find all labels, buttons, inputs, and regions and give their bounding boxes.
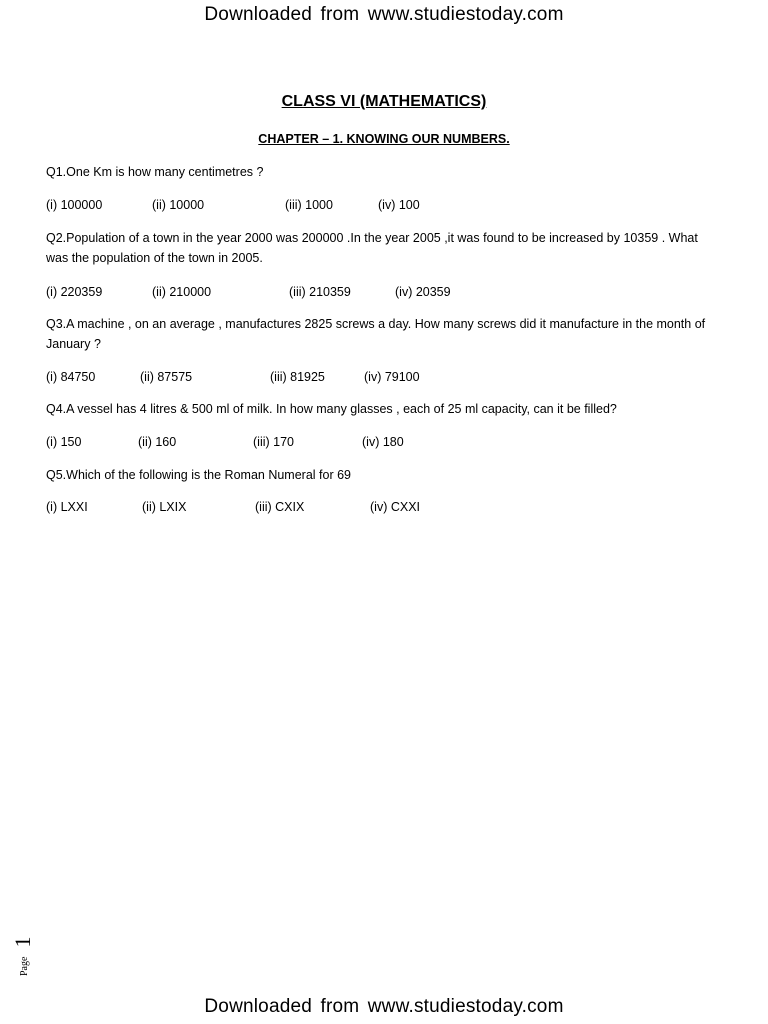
- question-1-option-2: (ii) 10000: [152, 198, 205, 212]
- page-label: Page: [19, 956, 30, 976]
- question-4-option-3: (iii) 170: [253, 435, 294, 449]
- question-5-text: Q5.Which of the following is the Roman Numeral for 69: [46, 468, 351, 482]
- page-title: CLASS VI (MATHEMATICS): [281, 93, 487, 110]
- header-banner: Downloaded from www.studiestoday.com: [204, 4, 564, 25]
- question-4-option-4: (iv) 180: [362, 435, 404, 449]
- question-4-option-2: (ii) 160: [138, 435, 177, 449]
- question-1-text: Q1.One Km is how many centimetres ?: [46, 165, 264, 179]
- question-3-option-1: (i) 84750: [46, 370, 96, 384]
- chapter-heading: CHAPTER – 1. KNOWING OUR NUMBERS.: [258, 132, 510, 146]
- question-4-text: Q4.A vessel has 4 litres & 500 ml of milk. In how many glasses , each of 25 ml capacity, can it be filled?: [46, 402, 617, 416]
- question-3-text: Q3.A machine , on an average , manufactures 2825 screws a day. How many screws did it manufacture in the month of January ?: [46, 317, 706, 351]
- question-5-option-2: (ii) LXIX: [142, 500, 187, 514]
- question-2-option-4: (iv) 20359: [395, 285, 451, 299]
- question-1-option-4: (iv) 100: [378, 198, 420, 212]
- question-2-option-3: (iii) 210359: [289, 285, 351, 299]
- page-marker: [9, 930, 39, 980]
- question-3-option-3: (iii) 81925: [270, 370, 325, 384]
- question-4-option-1: (i) 150: [46, 435, 82, 449]
- question-2-option-2: (ii) 210000: [152, 285, 212, 299]
- question-5-option-4: (iv) CXXI: [370, 500, 420, 514]
- question-5-option-3: (iii) CXIX: [255, 500, 305, 514]
- question-2-option-1: (i) 220359: [46, 285, 103, 299]
- footer-banner: Downloaded from www.studiestoday.com: [204, 996, 564, 1017]
- question-3-option-2: (ii) 87575: [140, 370, 193, 384]
- question-3-option-4: (iv) 79100: [364, 370, 420, 384]
- question-1-option-1: (i) 100000: [46, 198, 103, 212]
- question-1-option-3: (iii) 1000: [285, 198, 333, 212]
- question-2-text: Q2.Population of a town in the year 2000 was 200000 .In the year 2005 ,it was found to be increased by 10359 . What was the population of the town in 2005.: [46, 231, 698, 265]
- question-5-option-1: (i) LXXI: [46, 500, 88, 514]
- page-number: 1: [10, 936, 35, 948]
